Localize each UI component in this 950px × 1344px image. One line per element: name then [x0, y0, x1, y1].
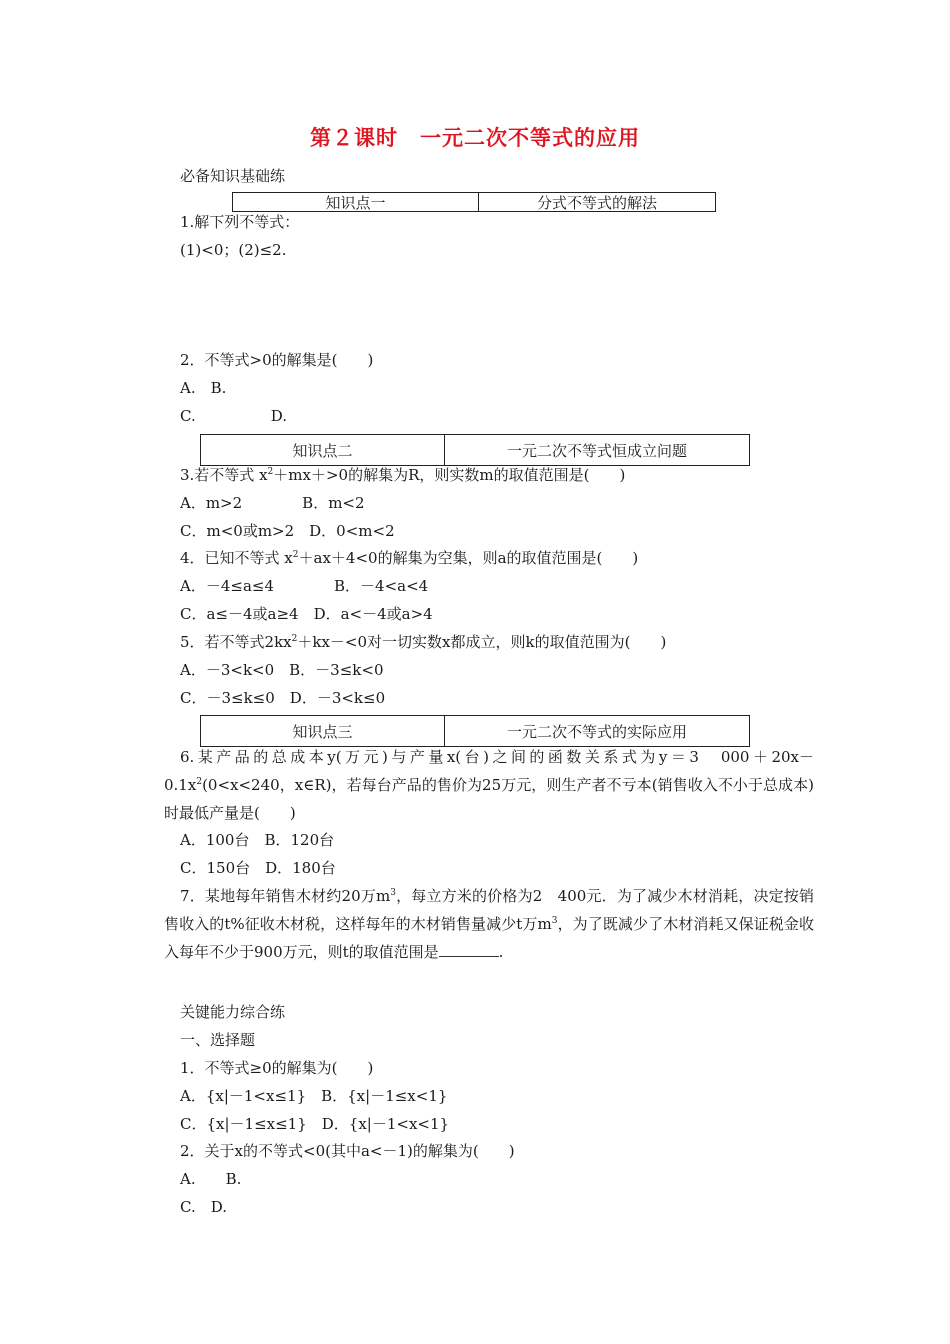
q2-options-cd: C. D. [180, 407, 287, 425]
kp3-label: 知识点三 [201, 716, 445, 746]
q2-stem: 2．不等式>0的解集是( ) [180, 351, 374, 369]
q3-options-ab: A．m>2 B．m<2 [180, 494, 365, 512]
knowledge-point-1-table [232, 192, 716, 212]
q6-text: 6.某产品的总成本y(万元)与产量x(台)之间的函数关系式为y＝3 $000+20x-0.1x^2(0<x<240$，x∈R)，若每台产品的售价为25万元，则生产者不亏本(销售收入不小于总成本)时最低产量是( ) [164, 748, 814, 822]
q6-options-cd: C．150台 D．180台 [180, 859, 336, 877]
title-lesson: 第２课时 [310, 126, 398, 150]
q5-options-cd: C．－3≤k≤0 D．－3<k≤0 [180, 689, 386, 707]
q4-options-cd: C．a≤－4或a≥4 D．a<－4或a>4 [180, 605, 433, 623]
q4-stem: 4．已知不等式 $x^2+ax+4<0$的解集为空集，则a的取值范围是( ) [180, 549, 639, 567]
q4-options-ab: A．－4≤a≤4 B．－4<a<4 [180, 577, 429, 595]
p1-options-cd: C．{x|－1≤x≤1} D．{x|－1<x<1} [180, 1115, 450, 1133]
q1-stem: 1.解下列不等式： [180, 213, 300, 231]
section-key-ability-label: 关键能力综合练 [180, 1003, 286, 1021]
kp1-label: 知识点一 [233, 193, 479, 211]
page-title [0, 122, 950, 152]
answer-blank[interactable] [439, 942, 499, 957]
q5-options-ab: A．－3<k<0 B．－3≤k<0 [180, 661, 384, 679]
q7-text: 7．某地每年销售木材约20万$m^3$，每立方米的价格为2 400元．为了减少木材消耗，决定按销售收入的t%征收木材税，这样每年的木材销售量减少t万$m^3$，为了既减少了木材消耗又保证税金收入每年不少于900万元，则t的取值范围是 . [164, 887, 814, 961]
section-choice-label: 一、选择题 [180, 1031, 256, 1049]
p2-options-cd: C. D. [180, 1198, 227, 1216]
kp3-topic: 一元二次不等式的实际应用 [506, 722, 687, 741]
kp1-topic: 分式不等式的解法 [536, 193, 657, 212]
q3-stem: 3.若不等式 $x^2+mx+>0$的解集为R，则实数m的取值范围是( ) [180, 466, 626, 484]
section-basic-label: 必备知识基础练 [180, 167, 286, 185]
p2-options-ab: A. B. [180, 1170, 242, 1188]
q1-parts: (1)<0；(2)≤2. [180, 241, 287, 259]
kp2-topic: 一元二次不等式恒成立问题 [506, 441, 687, 460]
p1-options-ab: A．{x|－1<x≤1} B．{x|－1≤x<1} [180, 1087, 448, 1105]
q5-stem: 5．若不等式$2kx^2+kx-<0$对一切实数x都成立，则k的取值范围为( ) [180, 633, 667, 651]
q6-options-ab: A．100台 B．120台 [180, 831, 335, 849]
title-topic: 一元二次不等式的应用 [420, 126, 640, 150]
q3-options-cd: C．m<0或m>2 D．0<m<2 [180, 522, 395, 540]
kp2-label: 知识点二 [201, 435, 445, 465]
p2-stem: 2．关于x的不等式<0(其中a<－1)的解集为( ) [180, 1142, 515, 1160]
knowledge-point-2-table [200, 434, 750, 466]
p1-stem: 1．不等式≥0的解集为( ) [180, 1059, 374, 1077]
q2-options-ab: A. B. [180, 379, 227, 397]
